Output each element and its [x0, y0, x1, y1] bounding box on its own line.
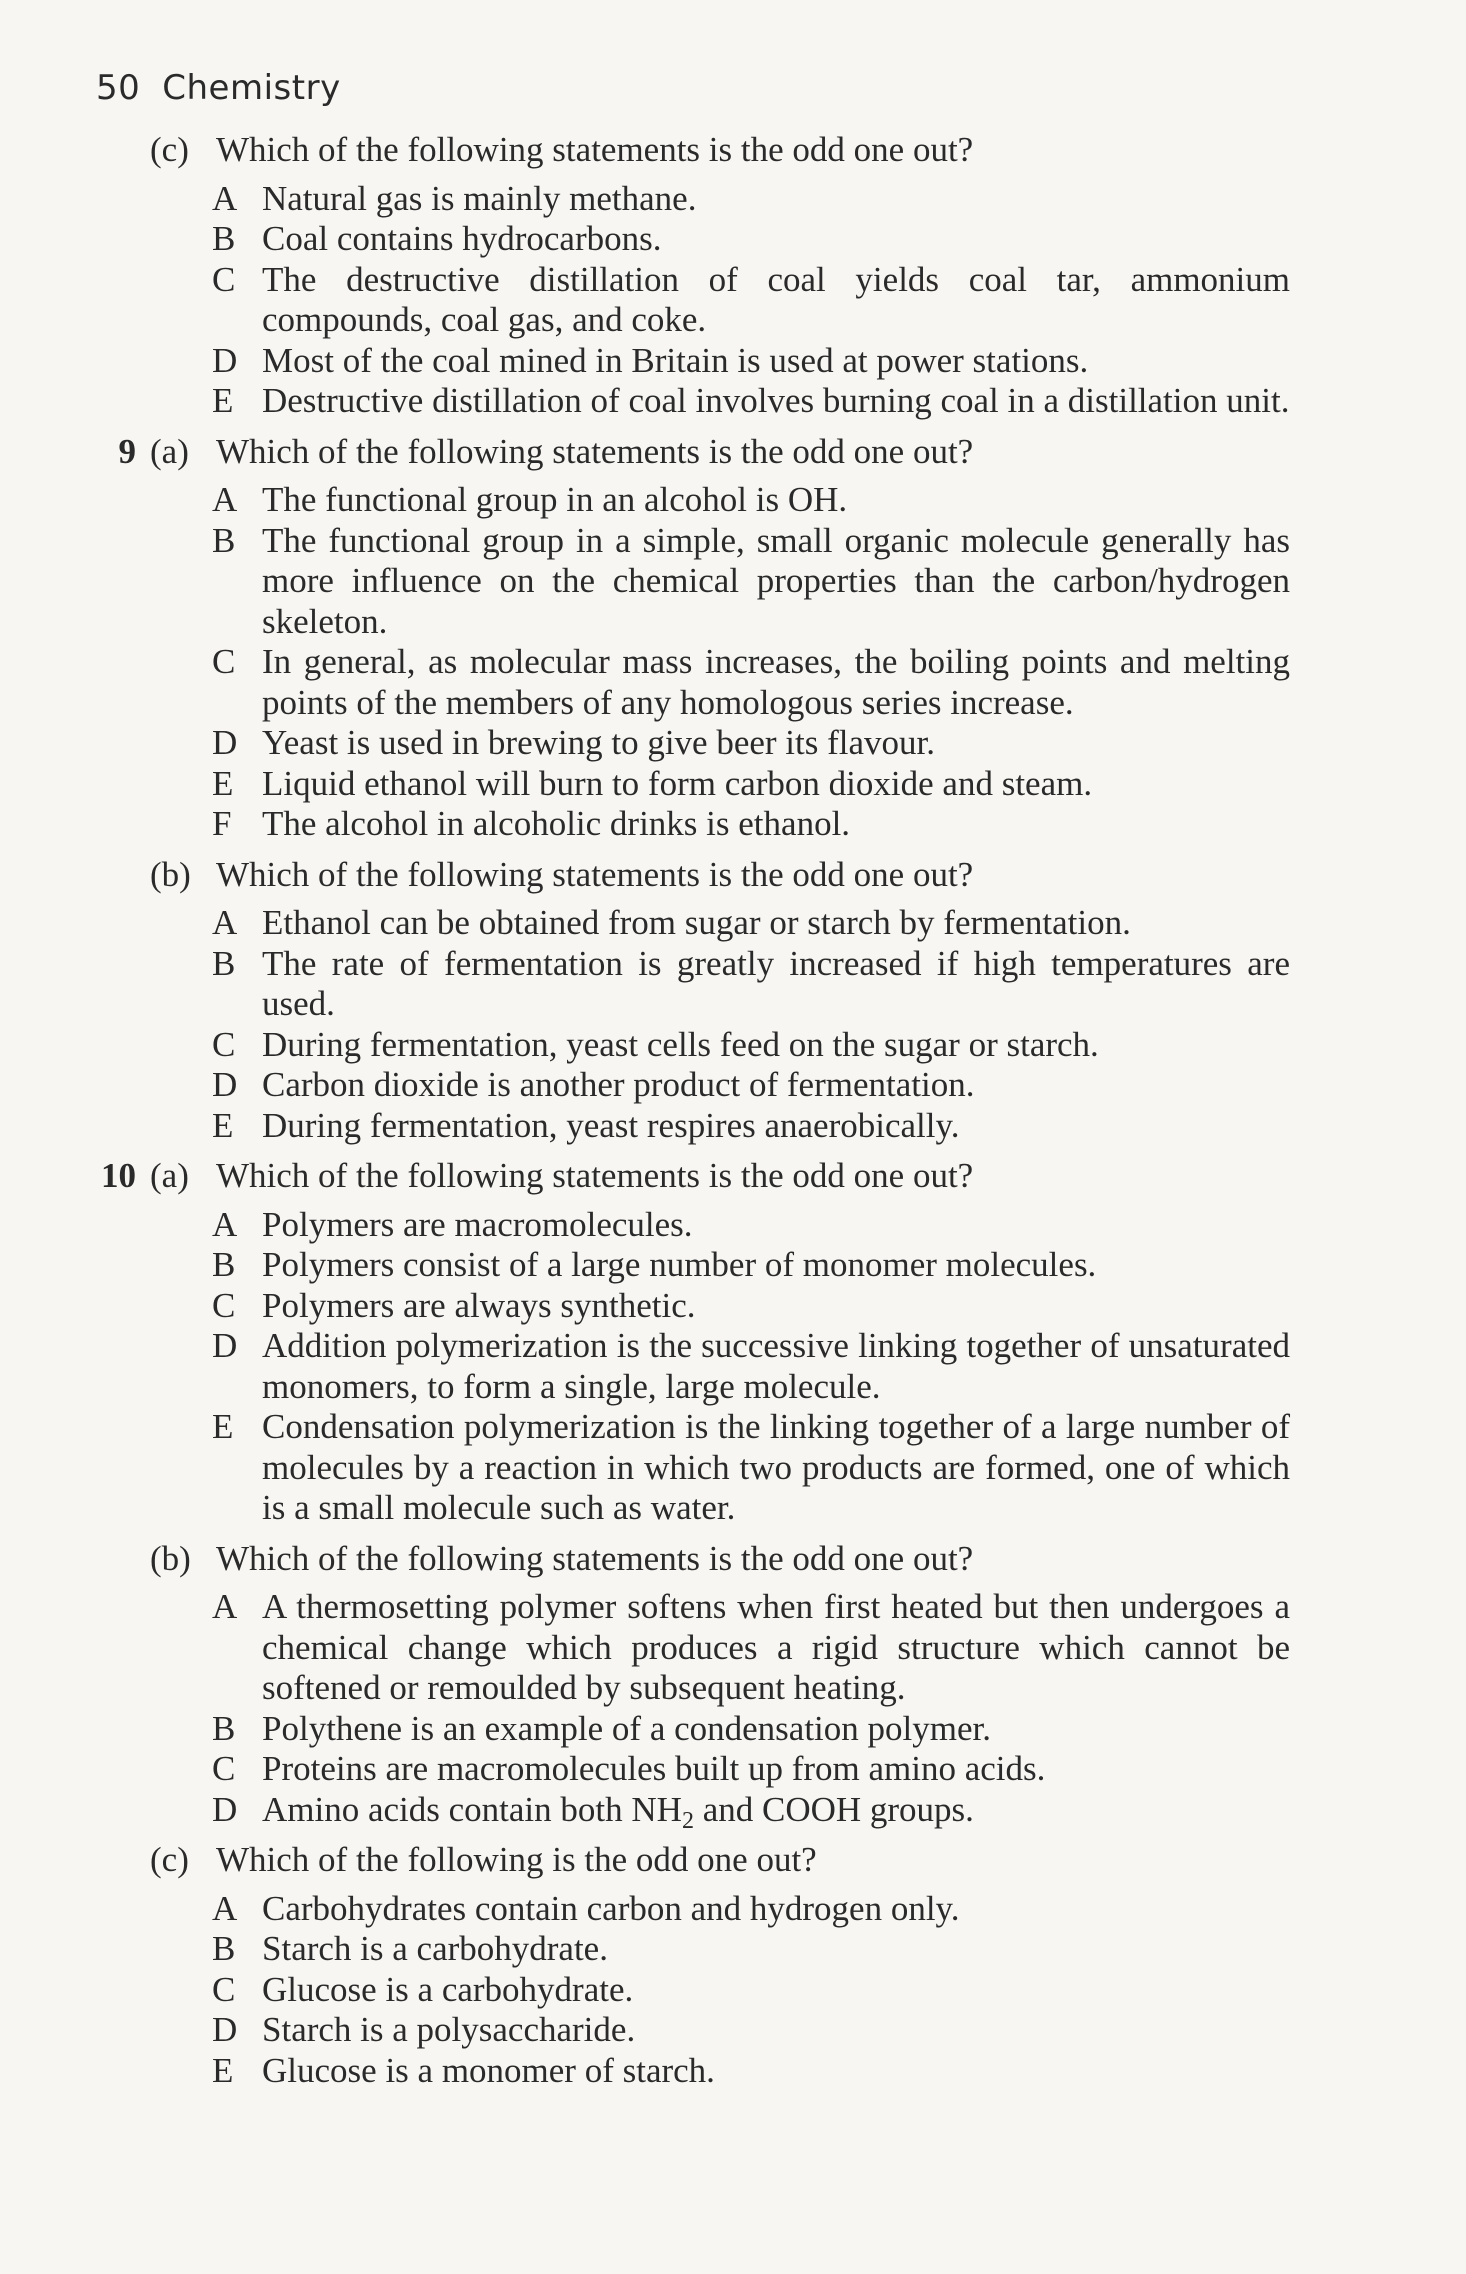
option-label: A — [212, 178, 238, 218]
answer-option — [212, 381, 1290, 422]
option-text: Glucose is a carbohydrate. — [262, 1969, 634, 2009]
option-text: During fermentation, yeast cells feed on the sugar or starch. — [262, 1024, 1099, 1064]
answer-option — [212, 1929, 1290, 1970]
answer-option — [212, 521, 1290, 643]
option-label: C — [212, 1749, 236, 1788]
question-part — [150, 1539, 1278, 1580]
answer-option — [212, 1286, 1290, 1327]
answer-option — [212, 1407, 1290, 1529]
question-number: 10 — [101, 1156, 136, 1195]
option-text: Polymers consist of a large number of monomer molecules. — [262, 1245, 1097, 1284]
part-label: (c) — [150, 130, 189, 169]
part-label: (c) — [150, 1840, 189, 1879]
option-label: B — [212, 943, 236, 983]
option-label: E — [212, 763, 234, 803]
option-label: B — [212, 1708, 236, 1748]
page-number: 50 — [96, 68, 141, 108]
option-label: C — [212, 1969, 236, 2009]
option-text: Ethanol can be obtained from sugar or starch by fermentation. — [262, 903, 1131, 942]
answer-option — [212, 1709, 1290, 1750]
option-label: E — [212, 381, 234, 420]
option-label: D — [212, 1789, 238, 1829]
part-label: (b) — [150, 854, 191, 894]
option-label: C — [212, 1024, 236, 1064]
option-text: Yeast is used in brewing to give beer its flavour. — [262, 723, 936, 762]
option-text: Polymers are always synthetic. — [262, 1285, 696, 1325]
question-part — [101, 1156, 1278, 1197]
option-label: D — [212, 723, 238, 762]
question-part — [150, 1840, 1278, 1881]
answer-option — [212, 1970, 1290, 2011]
question-stem: Which of the following is the odd one out? — [216, 1840, 817, 1879]
answer-option — [212, 1245, 1290, 1286]
part-label: (a) — [150, 431, 189, 471]
answer-option — [212, 1106, 1290, 1147]
part-label: (a) — [150, 1156, 189, 1195]
option-text: The rate of fermentation is greatly increased if high temperatures are used. — [262, 943, 1290, 1023]
option-label: D — [212, 1065, 238, 1104]
question — [0, 130, 1466, 422]
question-number: 9 — [118, 431, 136, 471]
option-label: D — [212, 2010, 238, 2049]
question-stem: Which of the following statements is the odd one out? — [216, 130, 974, 169]
option-text: Glucose is a monomer of starch. — [262, 2050, 715, 2090]
option-text: Natural gas is mainly methane. — [262, 178, 697, 218]
question-part — [118, 431, 1278, 473]
option-label: A — [212, 1204, 238, 1244]
answer-option — [212, 903, 1290, 944]
option-text: Carbohydrates contain carbon and hydrogen only. — [262, 1888, 960, 1928]
option-text: Addition polymerization is the successive linking together of unsaturated monomers, to form a single, large molecule. — [262, 1326, 1290, 1406]
option-text: Polymers are macromolecules. — [262, 1204, 693, 1244]
option-list — [0, 1889, 1466, 2092]
option-text: The functional group in a simple, small organic molecule generally has more influence on the chemical properties than the carbon/hydrogen skeleton. — [262, 520, 1290, 641]
option-label: A — [212, 1587, 238, 1626]
answer-option — [212, 179, 1290, 220]
option-text: Starch is a carbohydrate. — [262, 1929, 608, 1968]
option-list — [0, 1205, 1466, 1529]
answer-option — [212, 1065, 1290, 1106]
option-label: B — [212, 1245, 236, 1284]
page-header — [96, 68, 341, 108]
option-text: Starch is a polysaccharide. — [262, 2010, 636, 2049]
option-label: B — [212, 520, 236, 560]
option-text: Polythene is an example of a condensation polymer. — [262, 1708, 991, 1748]
option-label: C — [212, 1285, 236, 1325]
question-stem: Which of the following statements is the odd one out? — [216, 431, 974, 471]
section-title: Chemistry — [162, 68, 341, 108]
option-label: C — [212, 642, 236, 681]
option-text: Carbon dioxide is another product of fermentation. — [262, 1065, 975, 1104]
answer-option — [212, 764, 1290, 805]
option-text: Liquid ethanol will burn to form carbon dioxide and steam. — [262, 763, 1093, 803]
option-text: The destructive distillation of coal yields coal tar, ammonium compounds, coal gas, and coke. — [262, 259, 1290, 339]
option-text: Amino acids contain both NH — [262, 1789, 682, 1829]
answer-option — [212, 1326, 1290, 1407]
subscript: 2 — [681, 1807, 694, 1834]
option-label: E — [212, 1407, 234, 1446]
answer-option — [212, 480, 1290, 521]
answer-option — [212, 219, 1290, 260]
answer-option — [212, 1789, 1290, 1834]
option-list — [0, 903, 1466, 1146]
option-list — [0, 1587, 1466, 1834]
answer-option — [212, 804, 1290, 845]
question-stem: Which of the following statements is the odd one out? — [216, 1538, 974, 1578]
option-text: A thermosetting polymer softens when first heated but then undergoes a chemical change which produces a rigid structure which cannot be softened or remoulded by subsequent heating. — [262, 1587, 1290, 1707]
answer-option — [212, 944, 1290, 1025]
question-stem: Which of the following statements is the odd one out? — [216, 854, 974, 894]
question-part — [150, 130, 1278, 171]
option-list — [0, 179, 1466, 422]
option-label: E — [212, 1105, 234, 1145]
answer-option — [212, 341, 1290, 382]
answer-option — [212, 1889, 1290, 1930]
option-label: D — [212, 340, 238, 380]
answer-option — [212, 260, 1290, 341]
option-text: Most of the coal mined in Britain is used at power stations. — [262, 340, 1089, 380]
option-label: A — [212, 903, 238, 942]
option-text: The alcohol in alcoholic drinks is ethanol. — [262, 804, 851, 843]
option-label: F — [212, 804, 232, 843]
option-text: and COOH groups. — [693, 1789, 974, 1829]
question-list — [0, 130, 1466, 2101]
option-list — [0, 480, 1466, 845]
option-text: Destructive distillation of coal involves burning coal in a distillation unit. — [262, 381, 1290, 420]
answer-option — [212, 1749, 1290, 1790]
option-label: B — [212, 219, 236, 258]
question-part — [150, 855, 1278, 896]
answer-option — [212, 1587, 1290, 1709]
question-stem: Which of the following statements is the odd one out? — [216, 1156, 974, 1195]
question — [0, 1156, 1466, 2091]
option-text: Proteins are macromolecules built up from amino acids. — [262, 1749, 1046, 1788]
option-label: C — [212, 259, 236, 299]
option-label: D — [212, 1326, 238, 1365]
answer-option — [212, 1205, 1290, 1246]
option-text: During fermentation, yeast respires anaerobically. — [262, 1105, 960, 1145]
option-label: B — [212, 1929, 236, 1968]
option-text: The functional group in an alcohol is OH. — [262, 480, 848, 519]
part-label: (b) — [150, 1538, 191, 1578]
option-text: Coal contains hydrocarbons. — [262, 219, 662, 258]
question — [0, 432, 1466, 1147]
answer-option — [212, 1025, 1290, 1066]
option-label: A — [212, 1888, 238, 1928]
option-label: E — [212, 2050, 234, 2090]
answer-option — [212, 2010, 1290, 2051]
option-text: Condensation polymerization is the linking together of a large number of molecules by a reaction in which two products are formed, one of which is a small molecule such as water. — [262, 1407, 1290, 1527]
option-label: A — [212, 480, 238, 519]
answer-option — [212, 2051, 1290, 2092]
answer-option — [212, 642, 1290, 723]
option-text: In general, as molecular mass increases, the boiling points and melting points of the members of any homologous series increase. — [262, 642, 1290, 722]
answer-option — [212, 723, 1290, 764]
